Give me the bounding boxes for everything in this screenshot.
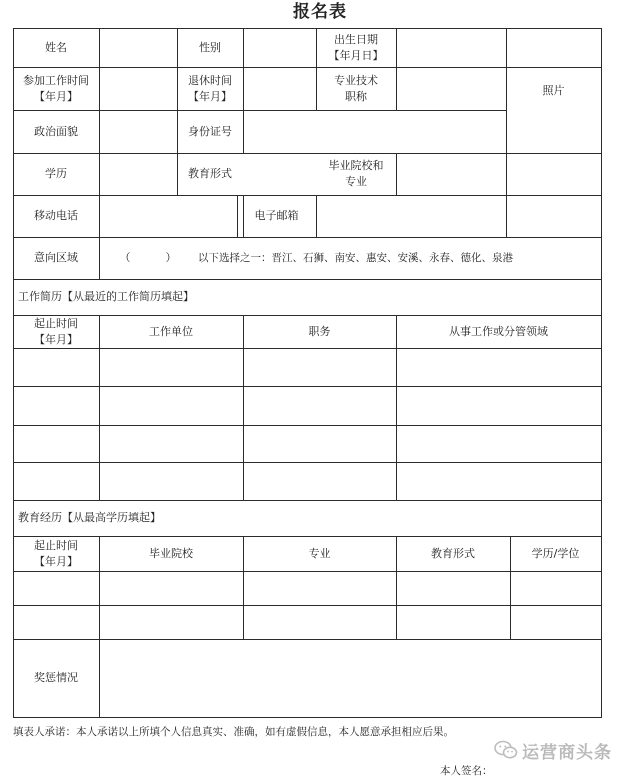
id-number-field[interactable] bbox=[243, 110, 506, 153]
work-row[interactable] bbox=[13, 386, 601, 425]
birth-date-field[interactable] bbox=[396, 28, 506, 67]
signature-label: 本人签名： bbox=[440, 765, 493, 777]
education-field[interactable] bbox=[99, 153, 177, 195]
work-history-heading: 工作简历【从最近的工作简历填起】 bbox=[18, 290, 194, 303]
region-options: 以下选择之一：晋江、石狮、南安、惠安、安溪、永春、德化、泉港 bbox=[198, 252, 513, 264]
label-school-major: 毕业院校和 专业 bbox=[328, 159, 384, 188]
professional-title-field[interactable] bbox=[396, 67, 506, 110]
watermark bbox=[494, 737, 630, 763]
watermark-text: 运营商头条 bbox=[522, 742, 612, 763]
label-political-status: 政治面貌 bbox=[34, 124, 78, 138]
label-id-number: 身份证号 bbox=[188, 124, 232, 138]
education-row[interactable] bbox=[13, 571, 601, 605]
work-start-field[interactable] bbox=[99, 67, 177, 110]
gender-field[interactable] bbox=[243, 28, 316, 67]
school-major-field[interactable] bbox=[396, 153, 506, 195]
political-status-field[interactable] bbox=[99, 110, 177, 153]
form-title: 报名表 bbox=[293, 2, 347, 22]
retire-field[interactable] bbox=[243, 67, 316, 110]
awards-field[interactable] bbox=[99, 639, 601, 717]
edu-col-school: 毕业院校 bbox=[149, 546, 193, 560]
label-birth-date: 出生日期 【年月日】 bbox=[328, 32, 384, 62]
edu-col-degree: 学历/学位 bbox=[531, 546, 580, 560]
label-education-form: 教育形式 bbox=[188, 167, 232, 180]
label-gender: 性别 bbox=[199, 40, 221, 54]
label-retire: 退休时间 【年月】 bbox=[188, 73, 232, 103]
work-row[interactable] bbox=[13, 425, 601, 462]
education-row[interactable] bbox=[13, 605, 601, 639]
label-work-start: 参加工作时间 【年月】 bbox=[23, 73, 89, 103]
school-major-field-extra[interactable] bbox=[506, 153, 601, 195]
label-awards: 奖惩情况 bbox=[34, 671, 78, 684]
work-col-position: 职务 bbox=[308, 324, 331, 338]
edu-col-major: 专业 bbox=[308, 546, 331, 560]
label-name: 姓名 bbox=[45, 40, 67, 54]
region-field[interactable]: （ ） bbox=[119, 251, 177, 264]
work-row[interactable] bbox=[13, 348, 601, 386]
label-mobile: 移动电话 bbox=[34, 209, 78, 222]
education-history-heading: 教育经历【从最高学历填起】 bbox=[18, 511, 161, 524]
label-education: 学历 bbox=[45, 167, 67, 180]
edu-col-form: 教育形式 bbox=[431, 546, 475, 560]
label-professional-title: 专业技术 职称 bbox=[334, 73, 378, 103]
mobile-field[interactable] bbox=[99, 195, 237, 237]
work-col-field: 从事工作或分管领域 bbox=[449, 324, 548, 338]
work-col-period: 起止时间 【年月】 bbox=[34, 316, 78, 346]
email-field[interactable] bbox=[316, 195, 601, 237]
name-field[interactable] bbox=[99, 28, 177, 67]
label-region: 意向区域 bbox=[34, 251, 78, 264]
pledge-text: 填表人承诺：本人承诺以上所填个人信息真实、准确，如有虚假信息，本人愿意承担相应后果。 bbox=[13, 726, 454, 738]
education-form-field[interactable] bbox=[243, 153, 316, 195]
edu-col-period: 起止时间 【年月】 bbox=[34, 538, 78, 568]
wechat-logo-icon bbox=[494, 740, 518, 760]
work-row[interactable] bbox=[13, 462, 601, 500]
work-col-employer: 工作单位 bbox=[149, 324, 193, 338]
registration-form bbox=[13, 28, 602, 718]
photo-box[interactable]: 照片 bbox=[542, 83, 565, 97]
label-email: 电子邮箱 bbox=[254, 209, 299, 222]
